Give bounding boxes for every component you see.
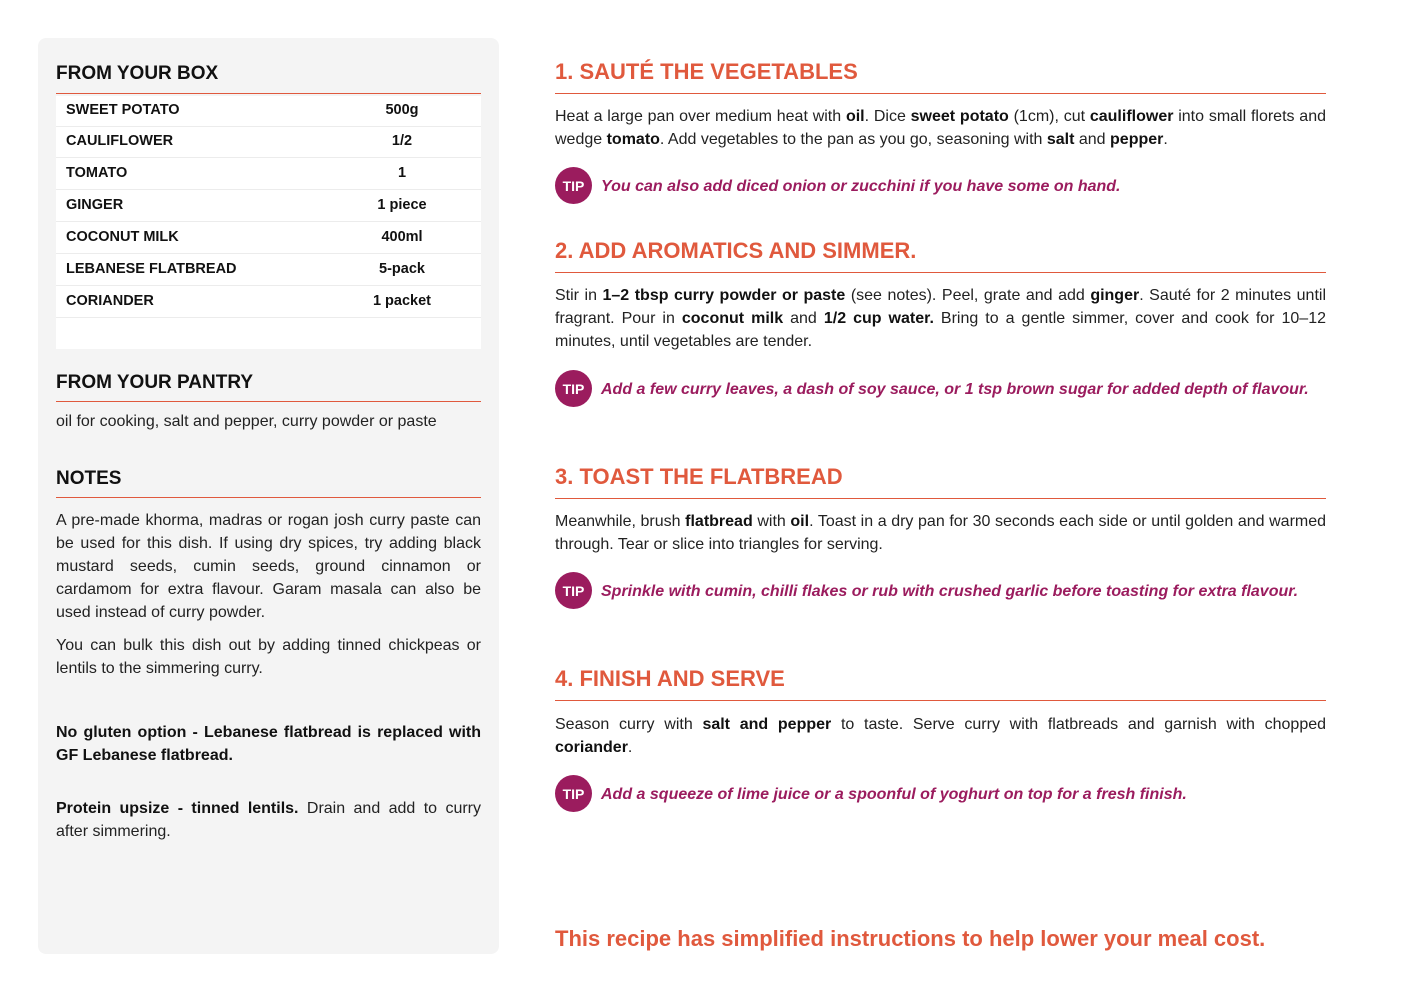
step-text-emphasis: sweet potato xyxy=(910,108,1009,125)
pantry-items: oil for cooking, salt and pepper, curry powder or paste xyxy=(56,413,437,430)
step-text-segment: with xyxy=(752,513,791,530)
step-text-segment: Meanwhile, brush xyxy=(555,513,686,530)
step-text-segment: and xyxy=(783,310,824,327)
step-1-tip-text: You can also add diced onion or zucchini if you have some on hand. xyxy=(601,178,1121,195)
step-4-title: 4. FINISH AND SERVE xyxy=(555,666,785,691)
step-3-text xyxy=(555,510,1326,556)
step-2-tip-badge: TIP xyxy=(555,370,592,407)
ingredient-row xyxy=(56,223,481,254)
ingredient-row xyxy=(56,127,481,158)
step-text-segment: . Add vegetables to the pan as you go, seasoning with xyxy=(659,131,1047,148)
step-text-segment: . xyxy=(1163,131,1168,148)
step-text-segment: Heat a large pan over medium heat with xyxy=(555,108,846,125)
box-ingredients-table xyxy=(56,96,481,349)
ingredient-name: GINGER xyxy=(66,197,124,213)
step-text-emphasis: 1/2 cup water. xyxy=(823,310,934,327)
from-your-pantry-heading: FROM YOUR PANTRY xyxy=(56,372,254,393)
step-3-tip-text: Sprinkle with cumin, chilli flakes or rub with crushed garlic before toasting for extra flavour. xyxy=(601,583,1299,600)
step-text-segment: into small florets and wedge xyxy=(555,108,1327,148)
ingredient-name: TOMATO xyxy=(66,165,128,181)
step-4-tip-text: Add a squeeze of lime juice or a spoonful of yoghurt on top for a fresh finish. xyxy=(601,786,1187,803)
step-text-emphasis: coconut milk xyxy=(681,310,784,327)
step-text-segment: Season curry with xyxy=(555,716,703,733)
step-3-title: 3. TOAST THE FLATBREAD xyxy=(555,464,843,489)
step-1-title: 1. SAUTÉ THE VEGETABLES xyxy=(555,59,858,84)
ingredient-name: SWEET POTATO xyxy=(66,102,180,118)
step-3-tip-badge: TIP xyxy=(555,572,592,609)
step-text-segment: Bring to a gentle simmer, cover and cook for 10–12 minutes, until vegetables are tender. xyxy=(555,310,1327,350)
step-text-emphasis: pepper xyxy=(1110,131,1164,148)
ingredient-name: COCONUT MILK xyxy=(66,229,179,245)
ingredient-qty: 1 piece xyxy=(377,197,427,213)
ingredient-row xyxy=(56,159,481,190)
notes-protein-upsize xyxy=(56,797,481,843)
ingredient-qty: 1/2 xyxy=(391,133,413,149)
notes-paragraph-bulk: You can bulk this dish out by adding tinned chickpeas or lentils to the simmering curry. xyxy=(56,637,481,677)
step-4-rule xyxy=(555,700,1326,701)
pantry-heading-rule xyxy=(56,401,481,402)
step-text-emphasis: oil xyxy=(845,108,865,125)
notes-heading-rule xyxy=(56,497,481,498)
protein-upsize-instructions: Drain and add to curry after simmering. xyxy=(56,800,482,840)
from-your-box-heading: FROM YOUR BOX xyxy=(56,63,219,84)
footer-note: This recipe has simplified instructions to help lower your meal cost. xyxy=(555,926,1266,951)
step-text-segment: (1cm), cut xyxy=(1008,108,1090,125)
step-text-segment: to taste. Serve curry with flatbreads and garnish with chopped xyxy=(831,716,1327,733)
step-text-segment: and xyxy=(1074,131,1111,148)
step-2-tip-text: Add a few curry leaves, a dash of soy sauce, or 1 tsp brown sugar for added depth of flavour. xyxy=(601,381,1309,398)
step-text-segment: . xyxy=(627,739,633,756)
step-1-text xyxy=(555,105,1326,151)
ingredient-name: CORIANDER xyxy=(66,293,154,309)
ingredient-row xyxy=(56,96,481,127)
step-text-segment: . Dice xyxy=(864,108,911,125)
ingredient-row xyxy=(56,255,481,286)
ingredient-qty: 1 packet xyxy=(372,293,432,309)
step-2-text xyxy=(555,284,1326,353)
step-text-segment: (see notes). Peel, grate and add xyxy=(845,287,1091,304)
step-text-segment: . Toast in a dry pan for 30 seconds each side or until golden and warmed through. Tear or slice into triangles for serving. xyxy=(555,513,1327,553)
step-2-title: 2. ADD AROMATICS AND SIMMER. xyxy=(555,238,917,263)
step-1-tip-badge: TIP xyxy=(555,167,592,204)
step-text-emphasis: 1–2 tbsp curry powder or paste xyxy=(602,287,846,304)
step-text-emphasis: tomato xyxy=(606,131,660,148)
notes-paragraph-substitutes: A pre-made khorma, madras or rogan josh curry paste can be used for this dish. If using dry spices, try adding black mustard seeds, cumin seeds, ground cinnamon or cardamom for extra flavour. Garam masala can also be used instead of curry powder. xyxy=(56,512,481,621)
ingredient-qty: 500g xyxy=(385,102,419,118)
notes-gluten-free-option: No gluten option - Lebanese flatbread is replaced with GF Lebanese flatbread. xyxy=(56,724,481,764)
ingredient-qty: 1 xyxy=(397,165,407,181)
box-heading-rule xyxy=(56,93,481,94)
ingredient-qty: 5-pack xyxy=(379,261,425,277)
step-1-rule xyxy=(555,93,1326,94)
step-4-tip-badge: TIP xyxy=(555,775,592,812)
step-text-segment: Stir in xyxy=(555,287,603,304)
ingredient-name: LEBANESE FLATBREAD xyxy=(66,261,237,277)
step-text-emphasis: coriander xyxy=(555,739,628,756)
step-text-emphasis: cauliflower xyxy=(1089,108,1174,125)
ingredient-qty: 400ml xyxy=(381,229,423,245)
step-2-rule xyxy=(555,272,1326,273)
step-3-rule xyxy=(555,498,1326,499)
step-text-emphasis: flatbread xyxy=(685,513,753,530)
ingredient-row xyxy=(56,191,481,222)
step-text-emphasis: salt and pepper xyxy=(702,716,832,733)
step-4-text xyxy=(555,713,1326,759)
ingredient-name: CAULIFLOWER xyxy=(66,133,174,149)
protein-upsize-label: Protein upsize - tinned lentils. xyxy=(56,800,299,817)
ingredient-row xyxy=(56,287,481,318)
step-text-emphasis: ginger xyxy=(1090,287,1140,304)
step-text-emphasis: salt xyxy=(1046,131,1075,148)
step-text-segment: . Sauté for 2 minutes until fragrant. Pour in xyxy=(555,287,1327,327)
step-text-emphasis: oil xyxy=(790,513,810,530)
notes-heading: NOTES xyxy=(56,468,122,489)
